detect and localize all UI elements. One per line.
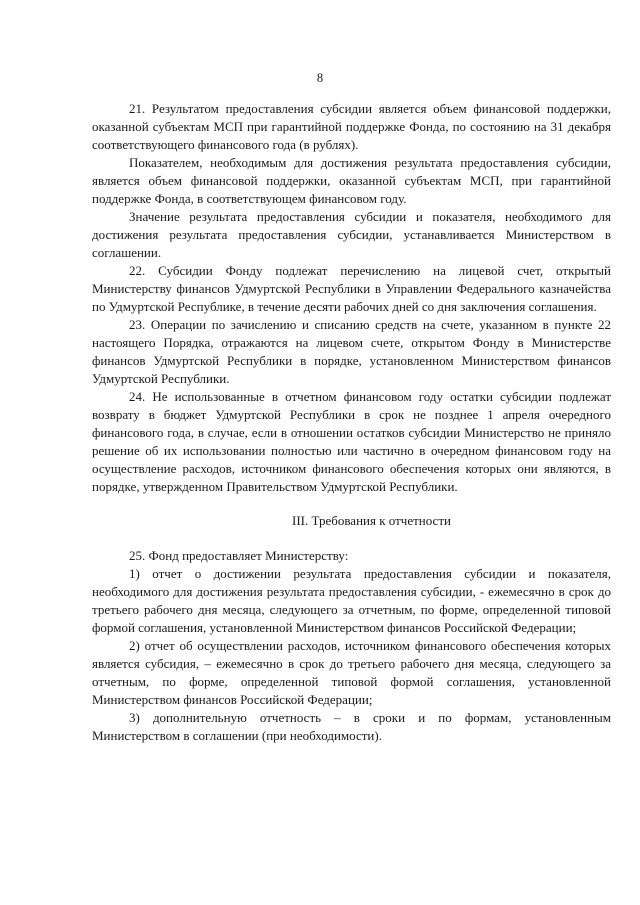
paragraph-24-remainder: 24. Не использованные в отчетном финансовом году остатки субсидии подлежат возврату в бюджет Удмуртской Республики в срок не позднее 1 апреля очередного финансового года, в случае, если в отношении остатков субсидии Министерство не приняло решение об их использовании полностью или частично в очередном финансовом году на осуществление расходов, источником финансового обеспечения которых они являются, в порядке, утвержденном Правительством Удмуртской Республики. <box>92 389 611 494</box>
list-item-2-report-expenses: 2) отчет об осуществлении расходов, источником финансового обеспечения которых является субсидия, – ежемесячно в срок до третьего рабочего дня месяца, следующего за отчетным, по форме, определенной типовой формой соглашения, установленной Министерством финансов Российской Федерации; <box>92 638 611 707</box>
document-body <box>92 100 611 745</box>
paragraph-21-result: 21. Результатом предоставления субсидии является объем финансовой поддержки, оказанной субъектам МСП при гарантийной поддержке Фонда, по состоянию на 31 декабря соответствующего финансового года (в рублях). <box>92 101 611 152</box>
section-heading: III. Требования к отчетности <box>292 513 451 528</box>
paragraph-25-fund-provides: 25. Фонд предоставляет Министерству: <box>129 548 349 563</box>
page-number: 8 <box>316 71 324 85</box>
paragraph-result-value: Значение результата предоставления субсидии и показателя, необходимого для достижения результата предоставления субсидии, устанавливается Министерством в соглашении. <box>92 209 611 260</box>
paragraph-22-transfer: 22. Субсидии Фонду подлежат перечислению на лицевой счет, открытый Министерству финансов Удмуртской Республики в Управлении Федерального казначейства по Удмуртской Республике, в течение десяти рабочих дней со дня заключения соглашения. <box>92 263 611 314</box>
list-item-1-report-result: 1) отчет о достижении результата предоставления субсидии и показателя, необходимого для достижения результата предоставления субсидии, - ежемесячно в срок до третьего рабочего дня месяца, следующего за отчетным, по форме, определенной типовой формой соглашения, установленной Министерством финансов Российской Федерации; <box>92 566 611 635</box>
paragraph-23-operations: 23. Операции по зачислению и списанию средств на счете, указанном в пункте 22 настоящего Порядка, отражаются на лицевом счете, открытом Фонду в Министерстве финансов Удмуртской Республики в порядке, установленном Министерством финансов Удмуртской Республики. <box>92 317 611 386</box>
paragraph-indicator: Показателем, необходимым для достижения результата предоставления субсидии, является объем финансовой поддержки, оказанной субъектам МСП, при гарантийной поддержке Фонда, в соответствующем финансовом году. <box>92 155 611 206</box>
list-item-3-additional-reporting: 3) дополнительную отчетность – в сроки и по формам, установленным Министерством в соглашении (при необходимости). <box>92 710 611 743</box>
